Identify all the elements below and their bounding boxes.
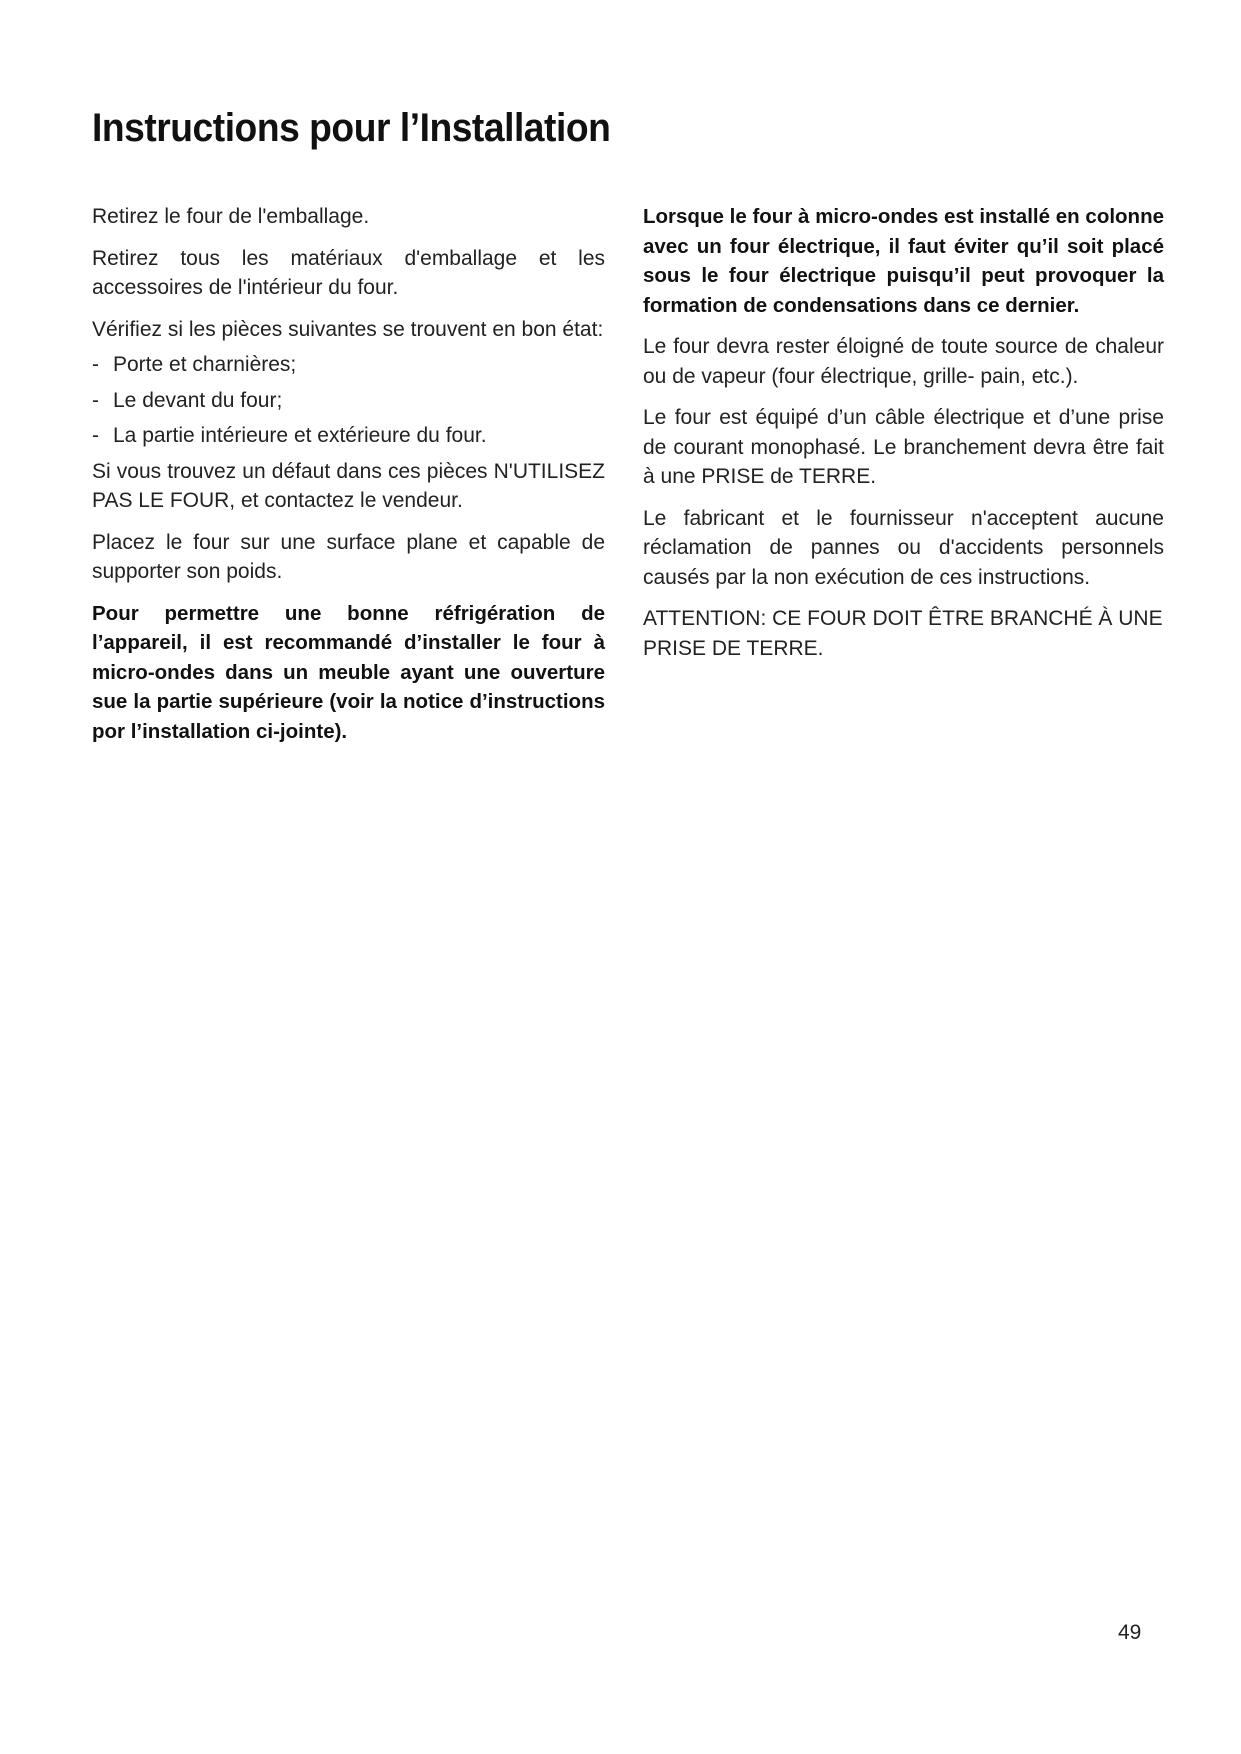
- list-item-text: Porte et charnières;: [113, 353, 297, 376]
- list-item-text: La partie intérieure et extérieure du four.: [113, 424, 487, 447]
- list-dash: -: [92, 353, 99, 376]
- list-item: [92, 350, 605, 380]
- parts-list: [92, 350, 605, 451]
- remove-packaging-paragraph: Retirez tous les matériaux d'emballage et les accessoires de l'intérieur du four.: [92, 246, 605, 299]
- check-parts-paragraph: Vérifiez si les pièces suivantes se trouvent en bon état:: [92, 317, 604, 341]
- page-title: Instructions pour l’Installation: [92, 106, 611, 150]
- power-cable-paragraph: Le four est équipé d’un câble électrique et d’une prise de courant monophasé. Le branchement devra être fait à une PRISE de TERRE.: [643, 406, 1164, 488]
- heat-source-paragraph: Le four devra rester éloigné de toute source de chaleur ou de vapeur (four électrique, grille- pain, etc.).: [643, 335, 1164, 388]
- right-column: [643, 202, 1164, 675]
- list-dash: -: [92, 424, 99, 447]
- list-item-text: Le devant du four;: [113, 388, 283, 412]
- list-item: [92, 386, 605, 416]
- placement-paragraph: Placez le four sur une surface plane et capable de supporter son poids.: [92, 530, 605, 583]
- page-number: 49: [1118, 1621, 1142, 1644]
- list-item: [92, 421, 605, 451]
- defect-warning-paragraph: Si vous trouvez un défaut dans ces pièces N'UTILISEZ PAS LE FOUR, et contactez le vendeur.: [92, 459, 605, 512]
- list-dash: -: [92, 388, 99, 412]
- ventilation-paragraph: Pour permettre une bonne réfrigération de l’appareil, il est recommandé d’installer le four à micro-ondes dans un meuble ayant une ouverture sue la partie supérieure (voir la notice d’instructions por l’installation ci-jointe).: [92, 601, 605, 743]
- liability-paragraph: Le fabricant et le fournisseur n'acceptent aucune réclamation de pannes ou d'accidents personnels causés par la non exécution de ces instructions.: [643, 506, 1164, 589]
- left-column: [92, 202, 605, 758]
- column-installation-paragraph: Lorsque le four à micro-ondes est installé en colonne avec un four électrique, il faut éviter qu’il soit placé sous le four électrique puisqu’il peut provoquer la formation de condensations dans ce dernier.: [643, 205, 1164, 317]
- grounding-warning-paragraph: ATTENTION: CE FOUR DOIT ÊTRE BRANCHÉ À UNE PRISE DE TERRE.: [643, 607, 1163, 660]
- unpack-paragraph: Retirez le four de l'emballage.: [92, 205, 370, 228]
